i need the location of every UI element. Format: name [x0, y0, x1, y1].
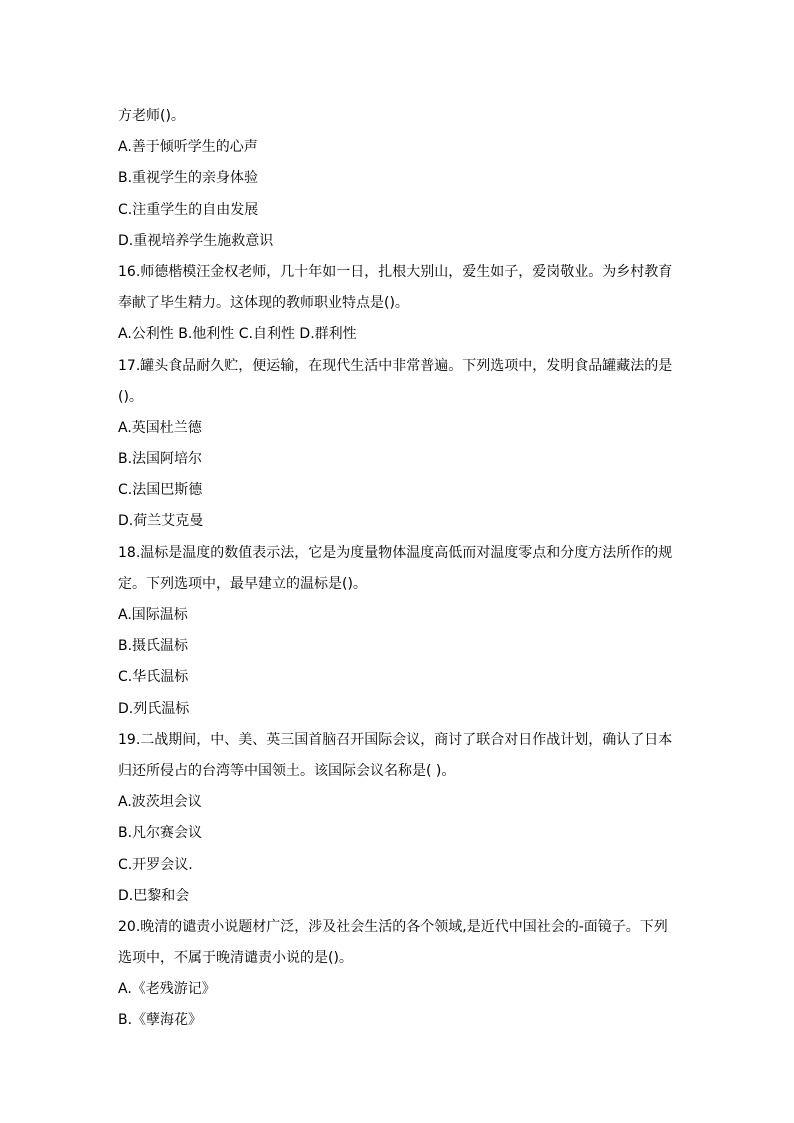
question-20-stem-line-2: 选项中，不属于晚清谴责小说的是()。 [118, 950, 353, 967]
question-16-stem-line-1: 16.师德楷模汪金权老师，几十年如一日，扎根大别山，爱生如子，爱岗敬业。为乡村教育 [118, 263, 673, 280]
question-18-stem-line-2: 定。下列选项中，最早建立的温标是()。 [118, 575, 367, 592]
question-15-option-d: D.重视培养学生施救意识 [118, 232, 274, 249]
question-15-option-a: A.善于倾听学生的心声 [118, 139, 258, 156]
question-17-option-a: A.英国杜兰德 [118, 419, 202, 436]
question-19-option-c: C.开罗会议. [118, 856, 193, 873]
question-18-option-b: B.摄氏温标 [118, 638, 189, 655]
question-18-option-d: D.列氏温标 [118, 700, 190, 717]
question-15-option-b: B.重视学生的亲身体验 [118, 170, 259, 187]
question-15-option-c: C.注重学生的自由发展 [118, 201, 259, 218]
question-16-options: A.公利性 B.他利性 C.自利性 D.群利性 [118, 326, 357, 343]
question-19-stem-line-1: 19.二战期间，中、美、英三国首脑召开国际会议，商讨了联合对日作战计划，确认了日本 [118, 731, 673, 748]
question-18-option-a: A.国际温标 [118, 607, 188, 623]
question-15-stem-tail: 方老师()。 [118, 108, 185, 124]
question-20-stem-line-1: 20.晚清的谴责小说题材广泛，涉及社会生活的各个领域,是近代中国社会的-面镜子。下列 [118, 918, 668, 935]
question-19-option-b: B.凡尔赛会议 [118, 825, 203, 842]
question-17-option-c: C.法国巴斯德 [118, 482, 203, 499]
question-17-option-d: D.荷兰艾克曼 [118, 513, 204, 530]
question-19-stem-line-2: 归还所侵占的台湾等中国领土。该国际会议名称是( )。 [118, 762, 456, 779]
question-17-option-b: B.法国阿培尔 [118, 451, 203, 468]
question-19-option-d: D.巴黎和会 [118, 887, 190, 904]
document-page [118, 101, 678, 1037]
question-18-stem-line-1: 18.温标是温度的数值表示法，它是为度量物体温度高低而对温度零点和分度方法所作的规 [118, 544, 673, 561]
question-20-option-b: B.《孽海花》 [118, 1012, 203, 1029]
question-20-option-a: A.《老残游记》 [118, 981, 216, 998]
question-16-stem-line-2: 奉献了毕生精力。这体现的教师职业特点是()。 [118, 295, 409, 312]
question-17-stem-line-1: 17.罐头食品耐久贮，便运输，在现代生活中非常普遍。下列选项中，发明食品罐藏法的是 [118, 357, 673, 374]
question-17-stem-line-2: ()。 [118, 388, 143, 405]
question-18-option-c: C.华氏温标 [118, 669, 189, 686]
question-19-option-a: A.波茨坦会议 [118, 794, 202, 811]
